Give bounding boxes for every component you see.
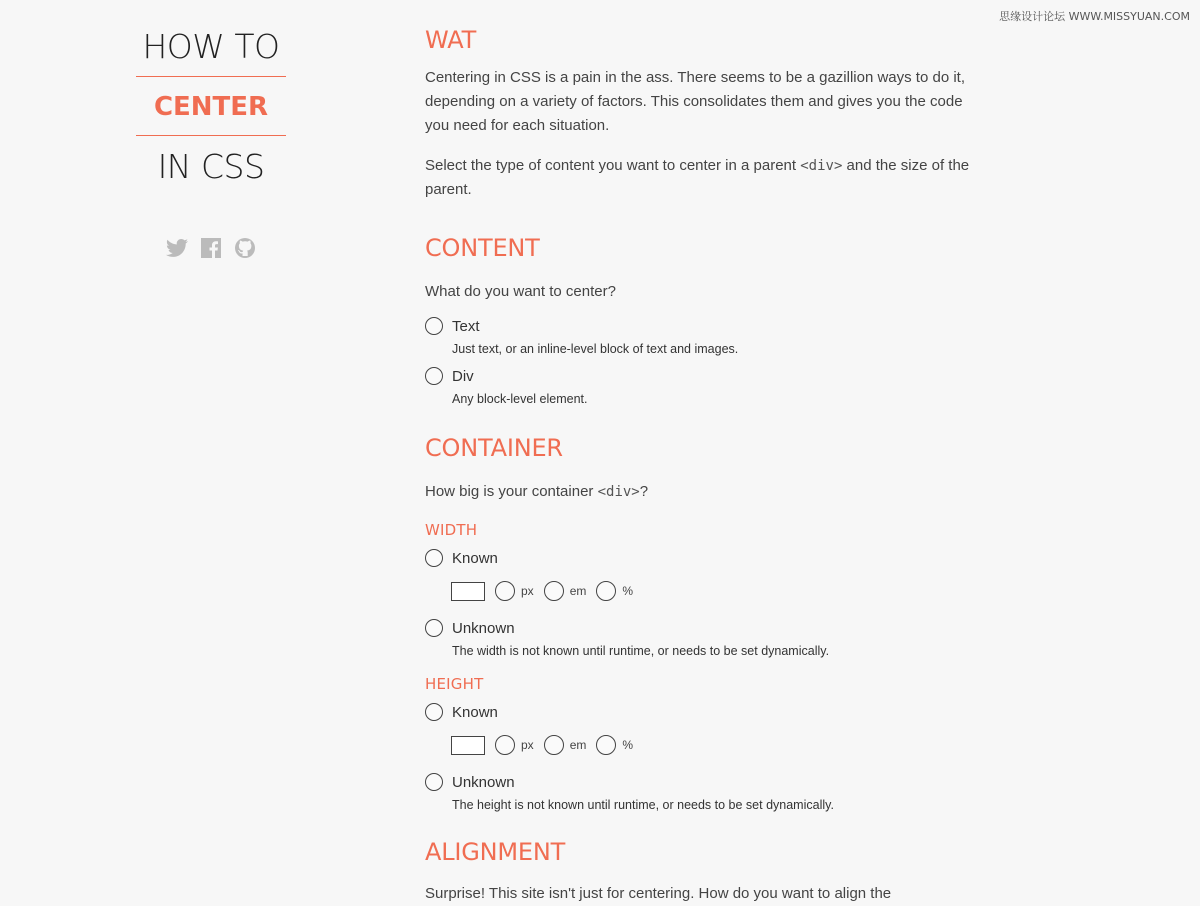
sidebar [136, 26, 286, 260]
height-percent-radio[interactable] [596, 735, 616, 755]
container-heading: CONTAINER [425, 434, 563, 462]
radio-width-known[interactable] [425, 549, 443, 567]
height-unit-row [451, 733, 970, 757]
width-percent-label: % [622, 584, 634, 598]
social-links [136, 236, 286, 260]
width-em-radio[interactable] [544, 581, 564, 601]
wat-paragraph-1: Centering in CSS is a pain in the ass. There seems to be a gazillion ways to do it, depending on a variety of factors. This consolidates them and gives you the code you need for each situation. [425, 69, 966, 134]
height-percent-label: % [622, 738, 634, 752]
width-unknown-option[interactable] [425, 618, 970, 660]
wat-heading: WAT [425, 26, 477, 54]
radio-height-unknown[interactable] [425, 773, 443, 791]
option-text[interactable] [425, 316, 970, 358]
github-icon[interactable] [233, 236, 257, 260]
container-question-text: How big is your container [425, 483, 598, 500]
logo-center: CENTER [136, 77, 286, 136]
twitter-icon[interactable] [165, 236, 189, 260]
option-div-desc: Any block-level element. [452, 392, 588, 406]
width-value-input[interactable] [451, 582, 485, 601]
radio-text[interactable] [425, 317, 443, 335]
height-known-option[interactable] [425, 702, 970, 724]
wat-paragraph-2 [425, 154, 970, 202]
width-heading: WIDTH [425, 521, 478, 539]
width-unknown-desc: The width is not known until runtime, or needs to be set dynamically. [452, 644, 830, 658]
container-question-end: ? [639, 483, 649, 500]
width-unknown-label: Unknown [452, 620, 515, 637]
height-heading: HEIGHT [425, 675, 484, 693]
facebook-icon[interactable] [199, 236, 223, 260]
main-content [425, 24, 970, 906]
alignment-paragraph: Surprise! This site isn't just for centering. How do you want to align the [425, 885, 892, 902]
width-known-option[interactable] [425, 548, 970, 570]
height-unknown-desc: The height is not known until runtime, or needs to be set dynamically. [452, 798, 834, 812]
height-px-radio[interactable] [495, 735, 515, 755]
width-percent-radio[interactable] [596, 581, 616, 601]
height-em-label: em [569, 738, 587, 752]
height-unknown-option[interactable] [425, 772, 970, 814]
wat-paragraph-2-text-end: and the size of the parent. [425, 157, 970, 198]
logo-how-to: HOW TO [136, 26, 286, 77]
height-px-label: px [521, 738, 534, 752]
width-em-label: em [569, 584, 587, 598]
height-value-input[interactable] [451, 736, 485, 755]
content-question: What do you want to center? [425, 283, 616, 300]
wat-paragraph-2-text: Select the type of content you want to center in a parent [425, 157, 801, 174]
logo-in-css: IN CSS [157, 147, 265, 186]
radio-height-known[interactable] [425, 703, 443, 721]
height-unknown-label: Unknown [452, 774, 515, 791]
alignment-heading: ALIGNMENT [425, 838, 566, 866]
watermark: 思缘设计论坛 WWW.MISSYUAN.COM [999, 10, 1190, 23]
width-px-radio[interactable] [495, 581, 515, 601]
radio-width-unknown[interactable] [425, 619, 443, 637]
content-heading: CONTENT [425, 234, 540, 262]
width-px-label: px [521, 584, 534, 598]
container-question [425, 480, 970, 504]
option-div-label: Div [452, 368, 474, 385]
option-text-desc: Just text, or an inline-level block of text and images. [452, 342, 739, 356]
option-text-label: Text [452, 318, 480, 335]
height-em-radio[interactable] [544, 735, 564, 755]
height-known-label: Known [452, 704, 498, 721]
width-known-label: Known [452, 550, 498, 567]
div-code: <div> [800, 158, 843, 174]
container-div-code: <div> [597, 484, 640, 500]
width-unit-row [451, 579, 970, 603]
option-div[interactable] [425, 366, 970, 408]
radio-div[interactable] [425, 367, 443, 385]
